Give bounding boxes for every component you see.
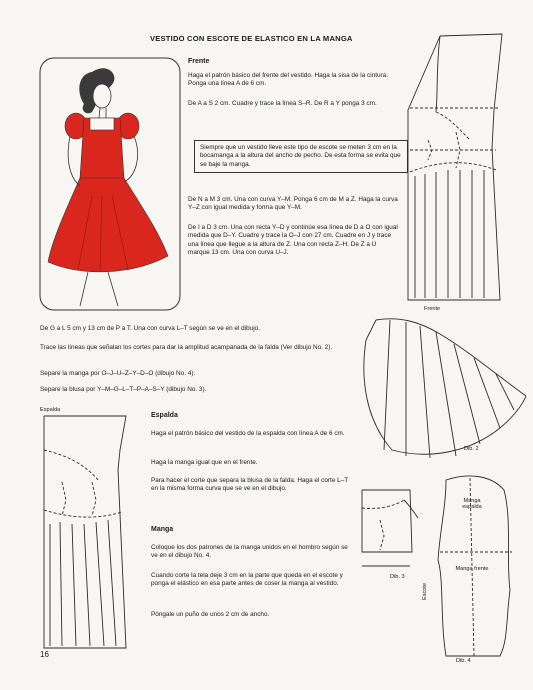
frente-paragraph-1: Haga el patrón básico del frente del vestido. Haga la sisa de la cintura. Ponga una línea A de 6 cm. <box>188 72 389 88</box>
manga-paragraph-3: Póngale un puño de unos 2 cm de ancho. <box>151 611 270 618</box>
frente-paragraph-3: De N a M 3 cm. Una con curva Y–M. Ponga 6 cm de M a Z. Haga la curva Y–Z con igual medida y forma que Y–M. <box>188 196 398 212</box>
mid-paragraph-4: Separe la blusa por Y–M–G–L–T–P–A–S–Y (dibujo No. 3). <box>40 386 207 393</box>
dib2-label: Dib. 2 <box>464 446 479 452</box>
manga-espalda-label: Manga espalda <box>462 498 482 510</box>
frente-paragraph-2: De A a S 2 cm. Cuadre y trace la línea S–R. De R a Y ponga 3 cm. <box>188 100 377 107</box>
espalda-label: Espalda <box>40 407 61 413</box>
mid-paragraph-1: De G a L 5 cm y 13 cm de P a T. Una con curva L–T según se ve en el dibujo. <box>40 325 261 332</box>
dib4-label: Dib. 4 <box>456 658 471 664</box>
page-number: 16 <box>40 650 49 659</box>
page-title: VESTIDO CON ESCOTE DE ELASTICO EN LA MANGA <box>150 34 353 43</box>
frente-label: Frente <box>424 306 441 312</box>
dib3-label: Dib. 3 <box>390 574 405 580</box>
frente-paragraph-4: De I a D 3 cm. Una con recta Y–D y continúe esa línea de D a O con igual medida que D–Y. Cuadre y trace la O–J con 27 cm. Cuadre en J y trace una línea que llegue a la altura de Z. Una con recta Z–H. De Z a U marque 13 cm. Una con curva U–J. <box>188 224 398 257</box>
flared-skirt-pattern <box>364 319 526 458</box>
espalda-heading: Espalda <box>151 412 178 419</box>
manga-heading: Manga <box>151 526 174 533</box>
frente-note-box: Siempre que un vestido lleve este tipo de escote se meten 3 cm en la bocamanga a la altura del ancho de pecho. De esta forma se evita que se baje la manga. <box>194 140 408 173</box>
manga-paragraph-1: Coloque los dos patrones de la manga unidos en el hombro según se ve en el dibujo No. 4. <box>151 544 348 560</box>
espalda-paragraph-1: Haga el patrón básico del vestido de la espalda con línea A de 6 cm. <box>151 430 345 437</box>
frente-pattern <box>408 34 502 300</box>
manga-frente-label: Manga frente <box>455 566 489 572</box>
escote-label: Escote <box>422 582 428 600</box>
espalda-pattern <box>44 416 126 648</box>
mid-paragraph-2: Trace las líneas que señalan los cortes para dar la amplitud acampanada de la falda (Ver dibujo No. 2). <box>40 344 333 351</box>
mid-paragraph-3: Separe la manga por O–J–U–Z–Y–D–O (dibujo No. 4). <box>40 370 196 377</box>
blouse-pattern <box>362 490 418 566</box>
espalda-paragraph-2: Haga la manga igual que en el frente. <box>151 459 258 466</box>
frente-heading: Frente <box>188 58 210 65</box>
espalda-paragraph-3: Para hacer el corte que separa la blusa de la falda. Haga el corte L–T en la misma forma curva que se ve en el dibujo. <box>151 477 349 493</box>
manga-paragraph-2: Cuando corte la tela deje 3 cm en la parte que queda en el escote y ponga el elástico en esa parte antes de coser la manga al vestido. <box>151 572 343 588</box>
